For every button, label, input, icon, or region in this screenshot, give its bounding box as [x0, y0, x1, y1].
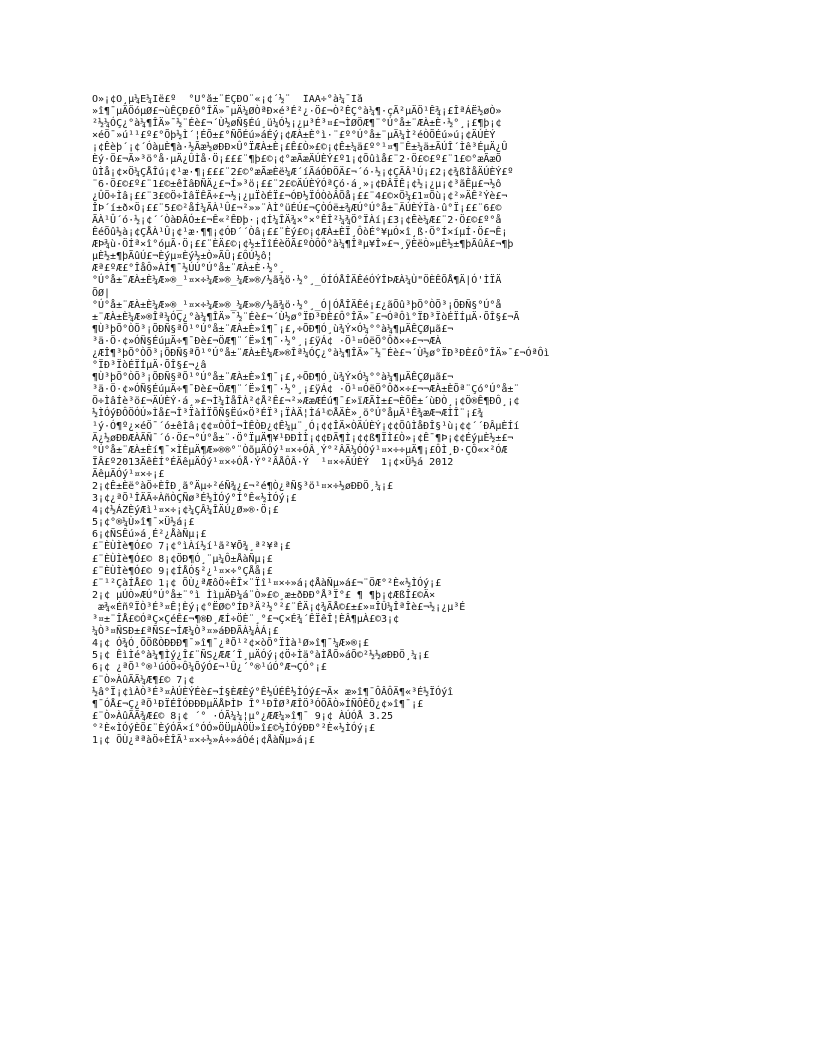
text-line: £¨ÈÙÌè¶Ó£© 8¡¢ÖÐ¶Ó¸¨µ¼Ô±ÅàÑµ¡£	[92, 553, 273, 565]
text-line: æ¾«ÉñºÏÒ³É³¤Ê¦Èý¡¢°ËØ©°ÍÐ³Ä²½°²£¨ÊÄ¡¢¾ÃÅ©£±£»¤ÎÛ¼ÎªÎè£¬½¡¿µ³É	[92, 601, 466, 613]
text-line: ½â°Ï¡¢ìÀÒ³É³¤ÀÚÈÝÉè£¬Í§ÈÆÈý°Ê½ÚÉÊ½ÌÓý£¬Ã× æ»î¶¯ÔÂÔÄ¶«³É½ÏÓýî	[92, 686, 454, 698]
text-line: ¶¯ÓÅ£¬Ç¿ªÕ¹ÐÏÉÎÓÐÐÐµÄÅÞÌÞ Î°¹ÐÎØ³ÆÎÖ³ÓÕÃÒ»ÍÑÔÊÕ¿¢»î¶¯¡£	[92, 698, 424, 710]
text-line: ÎÞ´í±ð×Ö¡££¨5£©²åÍ¼ÃÀ¹Û£¬²»»¨ÀÌ°üÉÚ£¬ÇÒÓë±¾ÆÚ°Ú°å±¨ÄÚÈÝÏà·û°Ï¡££¨6£©	[92, 202, 502, 214]
text-line: 1¡¢ ÕÙ¿ªªàÖ÷ÈÎÃ¹¤×÷½»Á÷»áÒé¡¢ÅàÑµ»á¡£	[92, 734, 315, 746]
text-line: ÆÞ¾ù·ÖÍª×î°óµÃ·Ö¡££¨ÈÄ£©¡¢½±ÏîÉèÖÃ£ºÒÔÔ°à¼¶Îªµ¥Î»£¬¸ÿÈëÒ»µÈ½±¶þÃûÂ£¬¶þ	[92, 239, 514, 251]
text-line: £¨Ò»ÀûÃÃ¾Æ£© 8¡¢ ´° ·ÓÃ¼¼¦µ°¿ÆÆ¼»î¶¯ 9¡¢ ÀÚÓÅ 3.25	[92, 710, 394, 722]
text-line: °Ú°å±¨ÆÀ±Èí¶¯×ÌÈµÄ¶Æ»®®°¨ÒõµÄÓý¹¤×÷ÓÂ¸Ý°²ÂÃ¼ÓÒý¹¤×÷÷µÄ¶¡£ÔÌ¸Ð·ÇÔ«×²ÓÆ	[92, 444, 508, 456]
text-line: ¡¢Êèþ´¡¢´ÓàµÈ¶à·½Ãæ½øÐÐ×Û°ÏÆÀ±È¡£Ê£Ò»£©¡¢Ê±¼ä£º°¹¤¶¨Ê±¼ä±ÃÚÎ´Ìê³ÉµÄ¿Û	[92, 142, 508, 154]
text-line: 5¡¢ ÊìÌé°à¼¶Ìý¿Î£¨ÑS¿ÆÆ´Î¸µÄÓý¡¢Ö÷Ìä°àÌÅÕ»áÕ©²½½øÐÐÖ¸¼¡£	[92, 650, 430, 662]
text-line: ¼Ò³¤ÑSÐ±£ªÑS£¬ÍÆ¼Ò³¤»áÐÐÃÀ¼ÀÁ¡£	[92, 626, 279, 638]
text-line: °Ú°å±¨ÆÀ±È¼Æ»®_¹¤×÷¼Æ»®_¼Æ»®/½ã¾ö·½°¸_Ó|ÓÅÎÄÊé¡£¿ãÕû³þÕ°ÒÕ³¡ÕÐÑ§°Ú°å	[92, 299, 502, 311]
text-line: 3¡¢¿ªÕ¹ÎÄÃ÷ÀñÒÇÑø³É½ÌÓý°Í°Ê«½ÌÓý¡£	[92, 493, 297, 505]
text-line: Èý·Ö£¬Ã»³ö°å·µÄ¿ÛÌå·Ö¡£££¨¶þ£©¡¢°æÃæÄÚÈÝ£º1¡¢Õûìå£¨2·Ö£©£º£¨1£©°æÃæÕ	[92, 154, 502, 166]
text-line: ½ÌÓýÐÔÖÓÚ»Ìå£¬Î³ÏàÌÏÕÑ§Ëú×Ö³ÉÏ³¡ÏÀÄ¦Ìá¹©ÅÄÈ»¸ö°Ú°åµÄ¹Ê¾æÆ¬ÆÌÎ¨¡£¾	[92, 408, 484, 420]
text-line: 5¡¢°®¼Ù»î¶¯×Ü½á¡£	[92, 517, 195, 529]
text-line: £¨ÈÙÌè¶Ó£© 9¡¢ÍÅÓ§²¿¹¤×÷°ÇÅå¡£	[92, 565, 273, 577]
text-line: ÊéÕû½à¡¢ÇÅÀ¹Û¡¢¹æ·¶¶¡¢ÓÐ´´Òâ¡££¨Èý£©¡¢ÆÀ±ÈÏ¸ÔòÉ°¥µÓ×î¸ß·Ö°Í×íµÍ·Ö£¬Ê¡	[92, 227, 508, 239]
text-line: Æª£ºÆ£°ÎåÔ»ÀÍ¶¯½ÚÚ°Ú°å±¨ÆÀ±È·½°¸	[92, 263, 285, 275]
text-line: ÏÂ£º2013ÄêÈÍ°ÉÄêµÄÓý¹¤×÷ÓÅ·Ý°²ÂÅÔÂ·Ý ¹¤×÷ÄÚÈÝ 1¡¢×Ü½á 2012	[92, 456, 454, 468]
document-body	[92, 94, 742, 747]
text-line: ¶Ù³þÕ°ÒÕ³¡ÕÐÑ§ªÕ¹°Ú°å±¨ÆÀ±È»î¶¯¡£,÷ÕÐ¶Ó¸ù¾Ý×Ó¼°°à¼¶µÄÊÇØµã£¬	[92, 372, 454, 384]
text-line: ³ä·Ö·¢»ÓÑ§ÉúµÄ÷¶¯Ðè£¬ÖÆ¶¨´Ë»î¶¯·½°¸¡£ÿÁ¢ ·Ö¹¤ÓëÖ°Ôð×÷£¬¬ÆÀ±ÈÕª¨Çó°Ú°å±¨	[92, 384, 520, 396]
text-line: °ÏÐ³ÏòÉÏÍµÄ·ÕÎ§£¬¿â	[92, 360, 207, 372]
text-line: Ò»¡¢Ö¸µ¼Ë¼Ïë£º °Ú°å±¨ÊÇÐÕ¨«¡¢´½¨ ÎÄÃ÷°à¼¯Ìå	[92, 94, 363, 105]
text-line: 2¡¢ µÚÒ»ÆÚ°Ú°å±¨°ì ÌìµÄÐ¼á¨Ò»£©¸æ±ðÐÐ°Å³Ï°£ ¶ ¶þ¡¢ÆßÎ£©Ä×	[92, 589, 436, 601]
text-line: ±¨ÆÀ±È¼Æ»®Îª¼ÓÇ¿°à¼¶ÎÄ»¯½¨Éè£¬´Ù½ø°ÏÐ³ÐÈ£Ô°ÎÄ»¯£¬ÓªÔì°ÏÐ³ÏòÉÏÍµÄ·ÕÎ§£¬Ã	[92, 311, 520, 323]
text-line: 6¡¢ÑSÊú»á¸É²¿ÅàÑµ¡£	[92, 529, 207, 541]
text-line: °Ú°å±¨ÆÀ±È¼Æ»®_¹¤×÷¼Æ»®_¼Æ»®/½ã¾ö·½°¸_ÓÍÓÅÎÄÊéÓÝÎÞÆÀ¼Ù"ÖÈÊÕÅ¶Ä|Ó'ÌÏÄ	[92, 275, 502, 287]
text-line: £¨Ò»ÀûÃÃ¼Æ¶£© 7¡¢	[92, 674, 195, 686]
text-line: ¨6·Ö£©£º£¨1£©±êÌâÐÑÄ¿£¬Í»³ö¡££¨2£©ÄÚÈÝÓªÇó·á¸»¡¢ÐÂÏÊ¡¢½¡¿µ¡¢³ãÊµ£¬½ô	[92, 178, 502, 190]
text-line: ¿ÛÖ÷Ìâ¡££¨3£©Ö÷ÌâÏÊÃ÷£¬½¡¿µÏòÉÏ£¬ÓÐ½ÏÓÒòÂÕå¡££¨4£©×Ö¼£1¤Õù¡¢²»ÄÊ²Ýè£¬	[92, 190, 508, 202]
text-line: °²È«ÌÓýÈÕ£¨ÈýÓÃ×í°ÓÓ»ÖÜµÀÖÜ»î£©½ÌÓýÐÐ°²È«½ÌÓý¡£	[92, 722, 375, 734]
text-line: ³ä·Ö·¢»ÓÑ§ÉúµÄ÷¶¯Ðè£¬ÖÆ¶¨´Ë»î¶¯·½°¸¡£ÿÁ¢ ·Ö¹¤ÓëÖ°Ôð×÷£¬¬ÆÀ	[92, 335, 442, 347]
text-line: Ä¿½øÐÐÆÀÃÑ¯´ó·Ö£¬°Ú°å±¨·Ö°ÏµÄ¶¥¹ÐÐÌÌ¡¢¢ÐÃ¶Ì¡¢¢ß¶ÏÌ£Ò»¡¢Ê¯¶Þ¡¢¢ÉýµÈ½±£¬	[92, 432, 514, 444]
text-line: £¨¹²ÇàÍÅ£© 1¡¢ ÕÙ¿ªÆôÖ÷ÈÎ×¨Ïî¹¤×÷»á¡¢ÅàÑµ»á£¬¨ÖÆ°²È«½ÌÓý¡£	[92, 577, 442, 589]
text-line: ³¤±¨ÎÅ£©ÓªÇ×ÇéÊ£¬¶®Ð¸ÆÍ÷ÖÈ¨¸°£¬Ç×É¾´ÊÏêÎ¦ÈÂ¶µÀ£©3¡¢	[92, 614, 400, 626]
text-line: ²½¼ÓÇ¿°à¼¶ÎÄ»¯½¨Éè£¬´Ù½øÑ§Éú¸ü¼Ó½¡¿µ³É³¤£¬ÌØÖÆ¶¨°Ú°å±¨ÆÀ±È·½°¸¡£¶þ¡¢	[92, 118, 502, 130]
text-line: £¨ÈÙÌè¶Ó£© 7¡¢°ìÀí½í¹ã²¥Õ¾¸ª²¥ª¡£	[92, 541, 291, 553]
text-line: ÕØ|	[92, 287, 111, 299]
text-line: 6¡¢ ¿ªÕ¹°®¹úÓÖ÷Ô¼ÕýÓ£¬¹Û¿´°®¹úÓ°Æ¬ÇÓ°¡£	[92, 662, 327, 674]
text-line: µÈ½±¶þÃûÚ£¬Èýµ¤Èý½±Ò»ÃÛ¡£ÔÚ½ô¦	[92, 251, 273, 263]
text-line: ¿ÆÎ¶³þÕ°ÒÕ³¡ÕÐÑ§ªÕ¹°Ú°å±¨ÆÀ±È¼Æ»®Îª¼ÓÇ¿°à¼¶ÎÄ»¯½¨Éè£¬´Ù½ø°ÏÐ³ÐÈ£Ô°ÎÄ»¯£¬ÓªÔì	[92, 347, 550, 359]
text-line: ¶Ù³þÕ°ÒÕ³¡ÕÐÑ§ªÕ¹°Ú°å±¨ÆÀ±È»î¶¯¡£,÷ÕÐ¶Ó¸ù¾Ý×Ó¼°°à¼¶µÄÊÇØµã£¬	[92, 323, 454, 335]
text-line: Ö÷ÌâÍè³ö£¬ÄÚÈÝ·á¸»£¬Ì¼ÌåÎÀ²¢Å²Ê£¬²»ÆæÆÉú¶¯£»ïÆÃÌ±£¬ÈÕÊ±´ùÐÒ¸¡¢Ö®Ê¶ÐÔ¸¡¢	[92, 396, 520, 408]
text-line: ûÌå¡¢×Ö¼ÇÅÎú¡¢¹æ·¶¡£££¨2£©°æÃæÈë¼Æ´íÃáÓÐÖÄ£¬´ó·½¡¢ÇÃÂ¹Ú¡£2¡¢¾ßÌåÄÚÈÝ£º	[92, 166, 514, 178]
text-line: ÃÀ¹Û´ó·½¡¢´´ÒàÐÂÓ±£¬Ê«²ÊÐþ·¡¢Í¼ÎÄ¾×°×°ÊÎ²¼¾Ö°ÏÀí¡£3¡¢Êè¼Æ£¨2·Ö£©£º°å	[92, 214, 502, 226]
text-line: 4¡¢½ÁZÈýÆì¹¤×÷¡¢¼ÇÂ¼ÎÄÚ¿Ø»®·Ö¡£	[92, 505, 279, 517]
text-line: »î¶¯µÄÖóµØ£¬ùÊÇÐ£Ô°ÎÄ»¯µÄ¼ØÒªÐ×é³É²¿·Ö£¬Ò²ÊÇ°à¼¶·çÃ²µÄÖ¹Ê¾¡£ÎªÁË½øÒ»	[92, 106, 502, 118]
text-line: ×éÖ¯»ú¹¹£º£°Õþ½Ì´¦ÉÕ±£°ÑÕÉú»áÉý¡¢ÆÀ±È°ì·¨£º°Ú°å±¨µÄ¼Ì²éÒÕÉú»ú¡¢ÄÚÈÝ	[92, 130, 496, 142]
text-line: 4¡¢ Ó¾Ó¸ÕÖßÒÐÐÐ¶¯»î¶¯¿ªÕ¹²¢×òÕ°ÏÌà¹Ø»î¶¯¼Æ»®¡£	[92, 638, 369, 650]
text-line: 2¡¢Ê±Èë°àÖ÷ÈÎÐ¸ã°Äµ÷²éÑ¾¿£¬²é¶Ò¿ªÑ§³ö¹¤×÷½øÐÐÖ¸¼¡£	[92, 481, 394, 492]
text-line: ¹ý·Ó¶º¿×éÖ¯´ó±êÌâ¡¢¢¤ÒÔÍ¬ÌÊÒÐ¿¢Ê¼µ¨¸Ó¡¢¢ÎÄ×ÒÄÚÈÝ¡¢¢ÕûÌåÐÎ§¹ù¡¢¢´´ÐÂµÈÍí	[92, 420, 520, 432]
text-line: ÄêµÄÓý¹¤×÷¡£	[92, 468, 165, 480]
